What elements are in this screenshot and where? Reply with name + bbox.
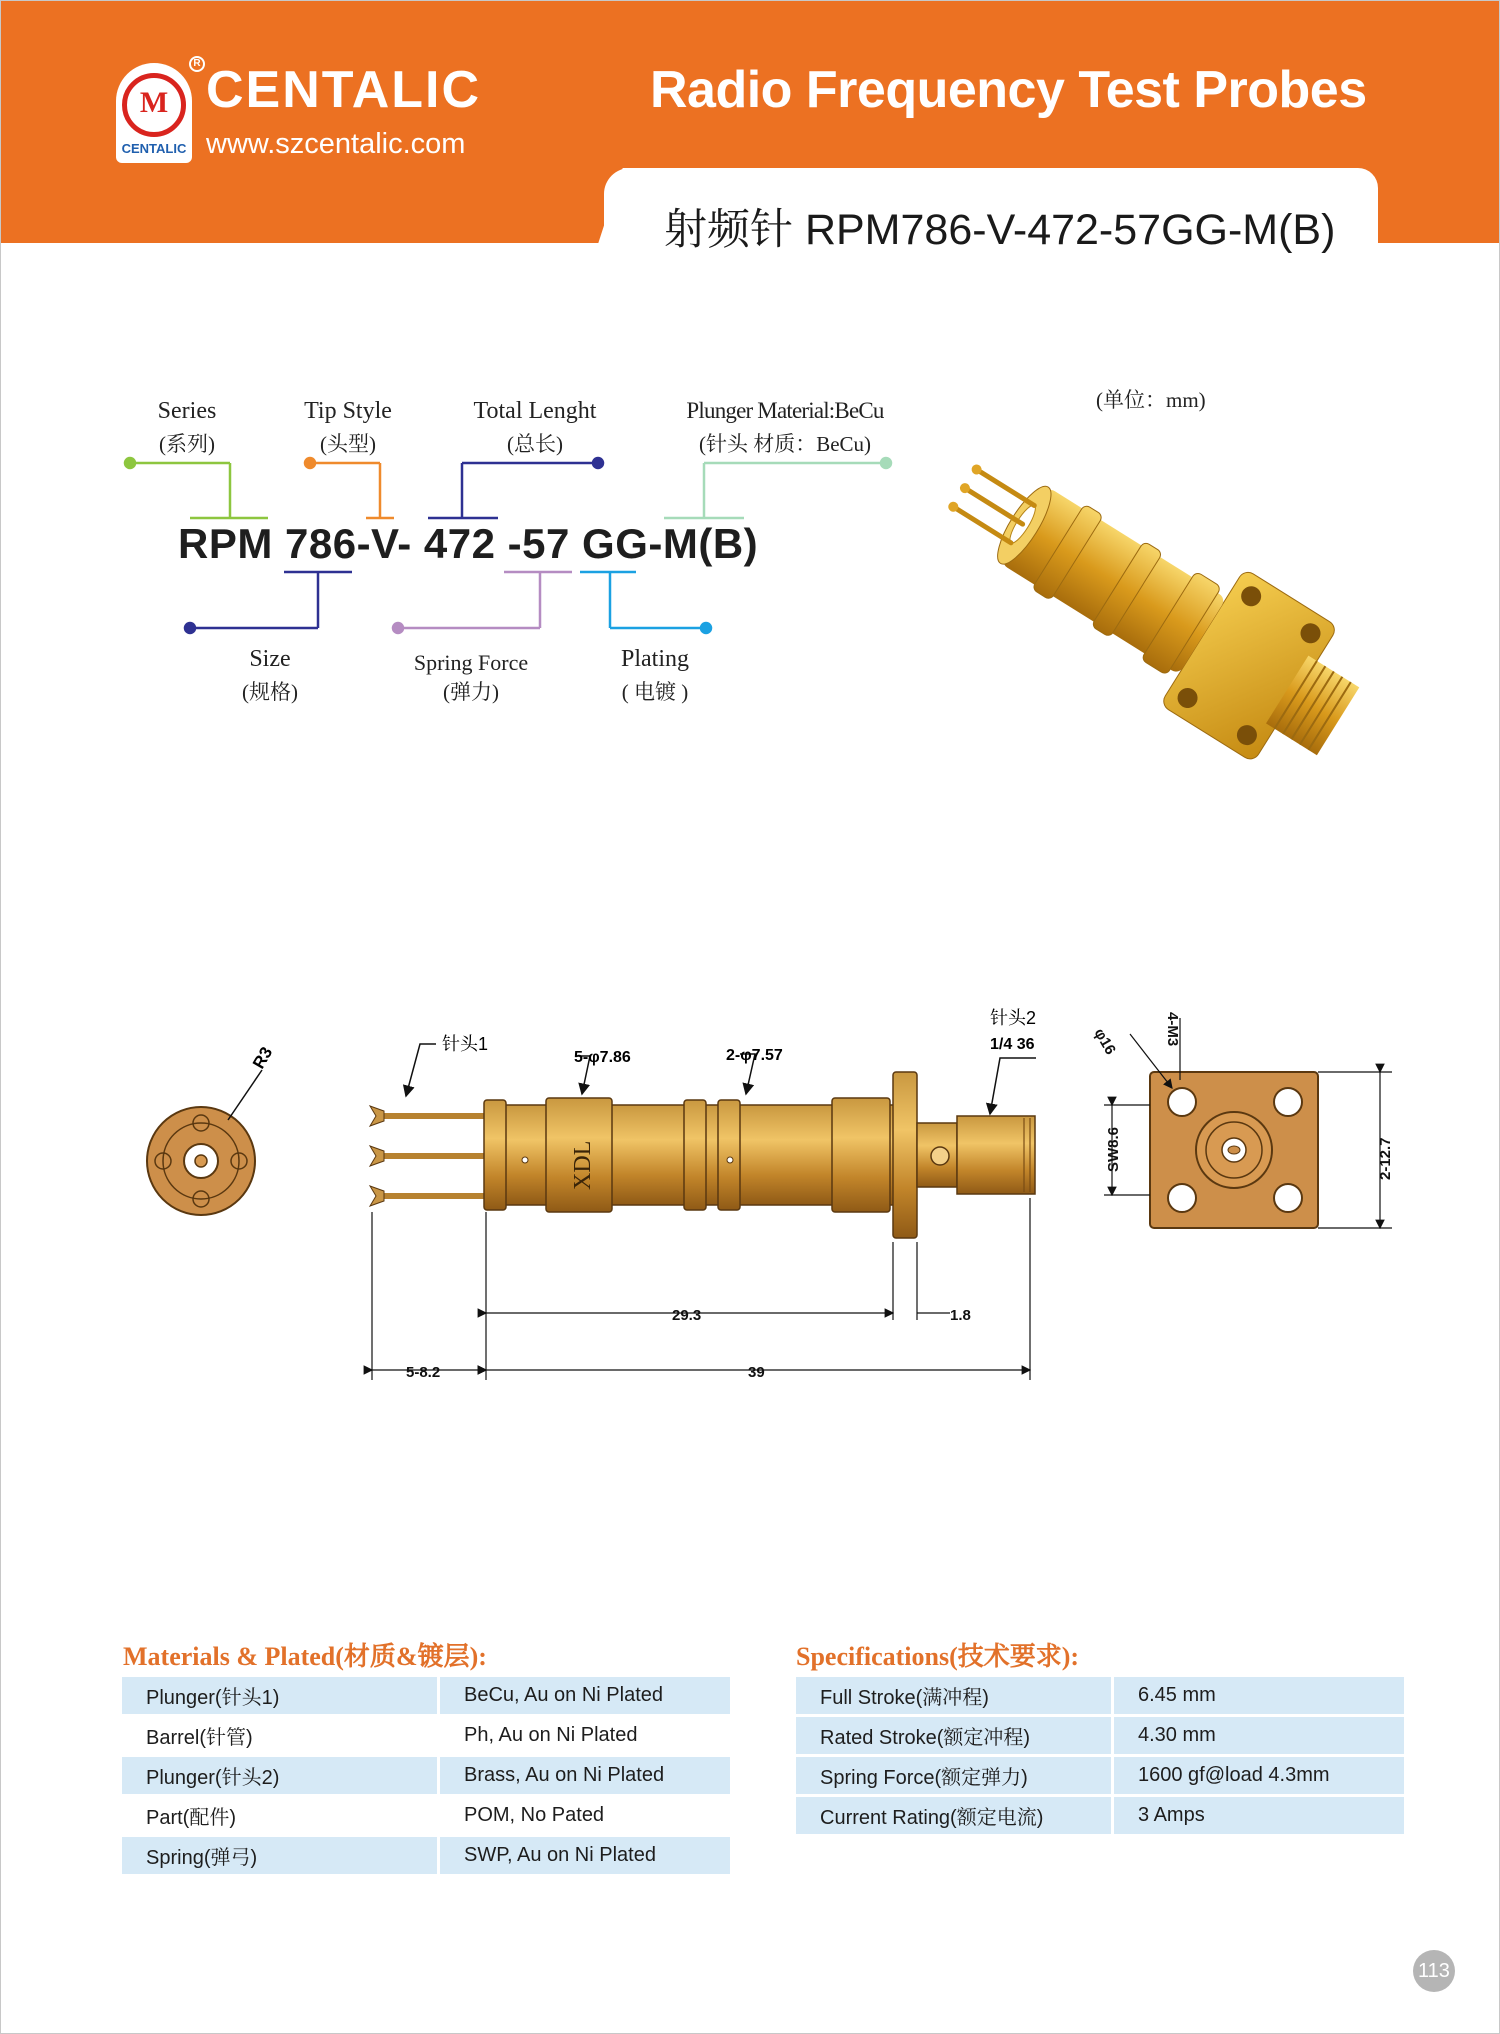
material-part: Spring(弹弓) [122, 1837, 440, 1874]
label-total-length: Total Lenght [473, 398, 597, 424]
label-series-cn: (系列) [159, 432, 215, 456]
end-view-radius-label: R3 [249, 1043, 277, 1072]
spec-name: Current Rating(额定电流) [796, 1797, 1114, 1834]
registered-mark: R [189, 56, 205, 72]
table-row [122, 1797, 730, 1834]
spec-value: 4.30 mm [1114, 1717, 1404, 1754]
table-row [122, 1677, 730, 1714]
tip-style-leader [305, 458, 394, 518]
table-row [796, 1677, 1404, 1714]
unit-note: (单位：mm) [1096, 388, 1206, 412]
spec-name: Spring Force(额定弹力) [796, 1757, 1114, 1794]
material-value: POM, No Pated [440, 1797, 730, 1834]
tip1-label: 针头1 [442, 1034, 489, 1054]
material-value: BeCu, Au on Ni Plated [440, 1677, 730, 1714]
size-leader [185, 572, 352, 633]
flange-width-label: 2-12.7 [1377, 1137, 1394, 1180]
material-part: Part(配件) [122, 1797, 440, 1834]
flange-holes-label: 4-M3 [1164, 1012, 1181, 1047]
series-leader [125, 458, 268, 518]
materials-table [122, 1674, 730, 1877]
table-row [122, 1717, 730, 1754]
flange-sw-label: SW8.6 [1105, 1126, 1122, 1172]
table-row [796, 1757, 1404, 1794]
label-spring-force: Spring Force [413, 650, 529, 675]
table-row [122, 1757, 730, 1794]
end-view [147, 1044, 276, 1215]
flange-dia-label: φ16 [1090, 1025, 1119, 1058]
flange-front-view [1150, 1072, 1318, 1228]
probe-3d-illustration [920, 420, 1400, 800]
barrel-mark: XDL [570, 1140, 596, 1190]
dim-5-8-2: 5-8.2 [406, 1364, 441, 1381]
page-title: Radio Frequency Test Probes [650, 61, 1367, 119]
dim-39: 39 [748, 1364, 765, 1381]
spec-value: 3 Amps [1114, 1797, 1404, 1834]
dim-29-3: 29.3 [672, 1307, 702, 1324]
spec-name: Full Stroke(满冲程) [796, 1677, 1114, 1714]
materials-title: Materials & Plated(材质&镀层): [123, 1642, 487, 1671]
label-plating-cn: ( 电镀 ) [621, 680, 689, 704]
spec-value: 6.45 mm [1114, 1677, 1404, 1714]
spec-name: Rated Stroke(额定冲程) [796, 1717, 1114, 1754]
tip2-label: 针头2 [990, 1008, 1037, 1028]
logo-mark: M [139, 86, 169, 119]
dia2-label: 2-φ7.57 [726, 1047, 783, 1064]
specifications-title: Specifications(技术要求): [796, 1642, 1080, 1671]
product-title: 射频针 RPM786-V-472-57GG-M(B) [664, 206, 1336, 254]
material-part: Plunger(针头2) [122, 1757, 440, 1794]
brand-name: CENTALIC [206, 61, 482, 119]
material-value: Brass, Au on Ni Plated [440, 1757, 730, 1794]
plating-leader [580, 572, 711, 633]
label-size: Size [249, 646, 291, 672]
label-plunger-material-cn: (针头 材质：BeCu) [698, 432, 872, 456]
label-total-length-cn: (总长) [507, 432, 563, 456]
table-row [122, 1837, 730, 1874]
table-row [796, 1717, 1404, 1754]
table-row [796, 1797, 1404, 1834]
material-part: Plunger(针头1) [122, 1677, 440, 1714]
spec-value: 1600 gf@load 4.3mm [1114, 1757, 1404, 1794]
part-number-code: RPM 786-V- 472 -57 GG-M(B) [178, 520, 759, 567]
total-length-leader [428, 458, 603, 518]
material-part: Barrel(针管) [122, 1717, 440, 1754]
technical-drawing [0, 980, 1500, 1400]
probe-side-view [370, 1072, 1035, 1238]
dim-1-8: 1.8 [950, 1307, 971, 1324]
tip2-thread-label: 1/4 36 [990, 1036, 1035, 1053]
plunger-material-leader [664, 458, 891, 518]
dia1-label: 5-φ7.86 [574, 1049, 631, 1066]
label-spring-force-cn: (弹力) [443, 680, 499, 704]
dimension-lines [372, 1198, 1030, 1380]
label-series: Series [157, 398, 217, 424]
label-plating: Plating [620, 646, 689, 672]
website-link[interactable]: www.szcentalic.com [206, 128, 466, 160]
spring-force-leader [393, 572, 572, 633]
material-value: Ph, Au on Ni Plated [440, 1717, 730, 1754]
logo-text: CENTALIC [121, 141, 187, 156]
label-tip-style: Tip Style [304, 398, 392, 424]
specifications-table [796, 1674, 1404, 1837]
label-size-cn: (规格) [242, 680, 298, 704]
label-tip-style-cn: (头型) [320, 432, 376, 456]
material-value: SWP, Au on Ni Plated [440, 1837, 730, 1874]
page-number: 113 [1413, 1950, 1455, 1992]
label-plunger-material: Plunger Material:BeCu [686, 398, 884, 423]
